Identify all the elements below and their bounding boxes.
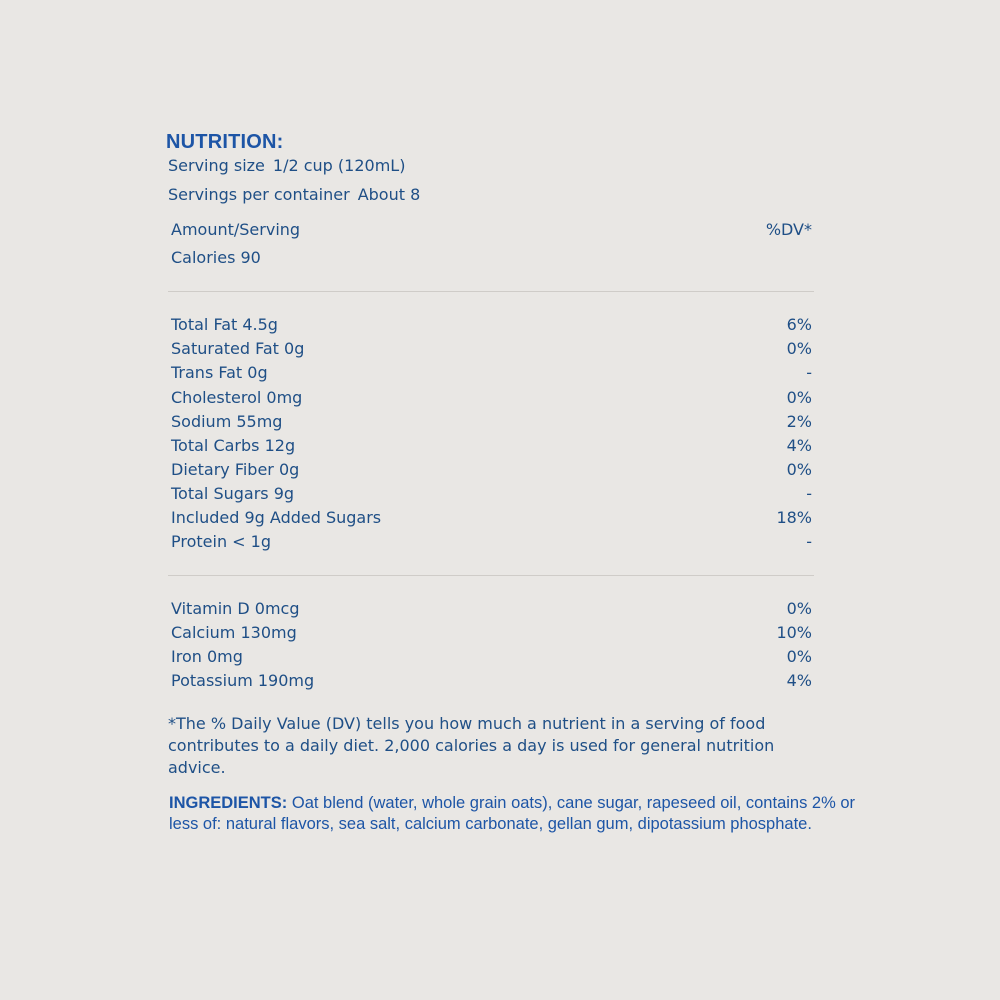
- daily-value-header: %DV*: [765, 220, 812, 239]
- nutrient-label: Saturated Fat 0g: [171, 339, 305, 358]
- nutrient-dv: 2%: [786, 412, 812, 431]
- divider: [168, 291, 814, 292]
- ingredients-title: INGREDIENTS:: [169, 794, 288, 812]
- servings-per-container-label: Servings per container: [168, 185, 350, 204]
- nutrition-title: NUTRITION:: [166, 131, 284, 153]
- nutrient-label: Protein < 1g: [171, 532, 271, 551]
- vitamin-label: Iron 0mg: [171, 647, 243, 666]
- vitamin-label: Calcium 130mg: [171, 623, 297, 642]
- nutrient-label: Trans Fat 0g: [171, 363, 268, 382]
- nutrient-label: Cholesterol 0mg: [171, 388, 303, 407]
- serving-size-value: 1/2 cup (120mL): [272, 156, 406, 175]
- nutrient-dv: 0%: [786, 339, 812, 358]
- nutrient-dv: 0%: [786, 388, 812, 407]
- vitamin-row: [171, 670, 812, 692]
- nutrient-dv: -: [806, 532, 812, 551]
- vitamin-row: [171, 598, 812, 620]
- nutrient-row: [171, 507, 812, 529]
- ingredients-text: Oat blend (water, whole grain oats), cane sugar, rapeseed oil, contains 2% or less of: natural flavors, sea salt, calcium carbonate, gellan gum, dipotassium phosphate.: [169, 794, 856, 833]
- vitamin-label: Potassium 190mg: [171, 671, 315, 690]
- serving-size-label: Serving size: [168, 156, 265, 175]
- nutrient-dv: 0%: [786, 460, 812, 479]
- nutrient-row: [171, 387, 812, 409]
- vitamin-row: [171, 622, 812, 644]
- nutrient-row: [171, 314, 812, 336]
- ingredients-block: [169, 793, 879, 835]
- nutrient-label: Total Fat 4.5g: [171, 315, 278, 334]
- vitamin-row: [171, 646, 812, 668]
- nutrient-label: Total Carbs 12g: [171, 436, 296, 455]
- nutrient-row: [171, 362, 812, 384]
- nutrient-row: [171, 411, 812, 433]
- nutrient-row: [171, 338, 812, 360]
- vitamin-label: Vitamin D 0mcg: [171, 599, 300, 618]
- nutrient-label: Total Sugars 9g: [171, 484, 295, 503]
- nutrient-dv: -: [806, 363, 812, 382]
- servings-per-container: [168, 185, 420, 204]
- amount-per-serving-label: Amount/Serving: [171, 220, 301, 239]
- nutrient-dv: 6%: [786, 315, 812, 334]
- serving-size: [168, 156, 405, 175]
- nutrient-row: [171, 435, 812, 457]
- nutrient-label: Included 9g Added Sugars: [171, 508, 382, 527]
- calories-label: Calories 90: [171, 248, 261, 267]
- vitamin-dv: 0%: [786, 647, 812, 666]
- daily-value-footnote: *The % Daily Value (DV) tells you how much a nutrient in a serving of food contributes to a daily diet. 2,000 calories a day is used for general nutrition advice.: [168, 714, 775, 777]
- nutrient-dv: 18%: [776, 508, 812, 527]
- nutrient-label: Sodium 55mg: [171, 412, 283, 431]
- nutrient-dv: -: [806, 484, 812, 503]
- nutrient-dv: 4%: [786, 436, 812, 455]
- nutrient-row: [171, 531, 812, 553]
- vitamin-dv: 10%: [776, 623, 812, 642]
- servings-per-container-value: About 8: [357, 185, 421, 204]
- amount-header-row: [171, 219, 812, 241]
- nutrient-row: [171, 459, 812, 481]
- nutrient-label: Dietary Fiber 0g: [171, 460, 300, 479]
- divider: [168, 575, 814, 576]
- vitamin-dv: 0%: [786, 599, 812, 618]
- vitamin-dv: 4%: [786, 671, 812, 690]
- nutrient-row: [171, 483, 812, 505]
- calories-row: [171, 247, 812, 269]
